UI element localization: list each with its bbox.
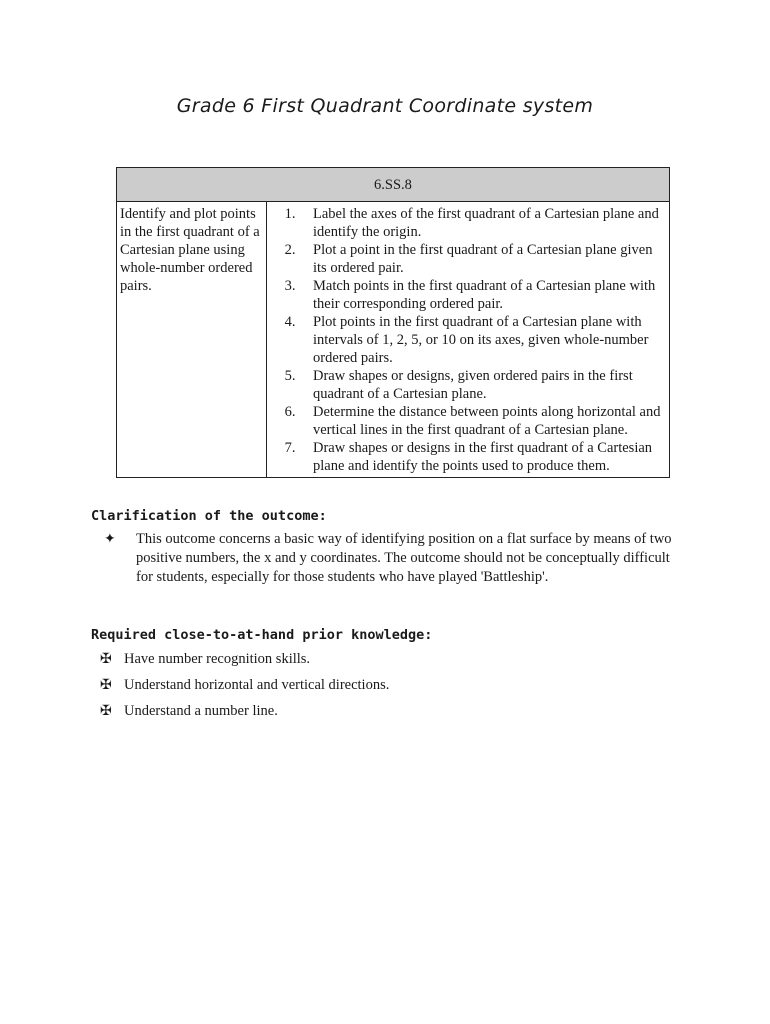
outcome-code: 6.SS.8 — [117, 168, 670, 202]
list-item: ✠ Understand a number line. — [100, 703, 278, 719]
list-item: 7. Draw shapes or designs in the first quadrant of a Cartesian plane and identify the points used to produce them. — [284, 440, 653, 474]
clarification-item — [104, 530, 684, 587]
outcome-table — [116, 167, 670, 478]
clarification-text: This outcome concerns a basic way of identifying position on a flat surface by means of two positive numbers, the x and y coordinates. The outcome should not be conceptually difficult for students, especially for those students who have played 'Battleship'. — [136, 531, 672, 585]
clarification-heading: Clarification of the outcome: — [91, 508, 327, 524]
list-item: 6. Determine the distance between points along horizontal and vertical lines in the first quadrant of a Cartesian plane. — [284, 404, 661, 438]
four-club-cross-icon: ✠ — [100, 652, 112, 667]
prior-knowledge-list — [100, 651, 389, 729]
outcome-description: Identify and plot points in the first quadrant of a Cartesian plane using whole-number ordered pairs. — [117, 202, 267, 478]
list-item: 3. Match points in the first quadrant of a Cartesian plane with their corresponding ordered pair. — [284, 278, 656, 312]
list-item: ✠ Understand horizontal and vertical directions. — [100, 677, 390, 693]
prior-knowledge-heading: Required close-to-at-hand prior knowledge: — [91, 627, 433, 643]
list-item: 5. Draw shapes or designs, given ordered pairs in the first quadrant of a Cartesian plane. — [284, 368, 633, 402]
list-item: 1. Label the axes of the first quadrant of a Cartesian plane and identify the origin. — [284, 206, 659, 240]
four-club-cross-icon: ✠ — [100, 678, 112, 693]
four-club-cross-icon: ✠ — [100, 704, 112, 719]
list-item: ✠ Have number recognition skills. — [100, 651, 311, 667]
list-item: 4. Plot points in the first quadrant of a Cartesian plane with intervals of 1, 2, 5, or 10 on its axes, given whole-number ordered pairs. — [284, 314, 649, 366]
indicator-list — [267, 205, 665, 475]
list-item: 2. Plot a point in the first quadrant of a Cartesian plane given its ordered pair. — [284, 242, 653, 276]
page-title: Grade 6 First Quadrant Coordinate system — [176, 95, 594, 117]
indicators-cell — [267, 202, 670, 478]
four-pointed-star-icon: ✦ — [104, 532, 116, 547]
